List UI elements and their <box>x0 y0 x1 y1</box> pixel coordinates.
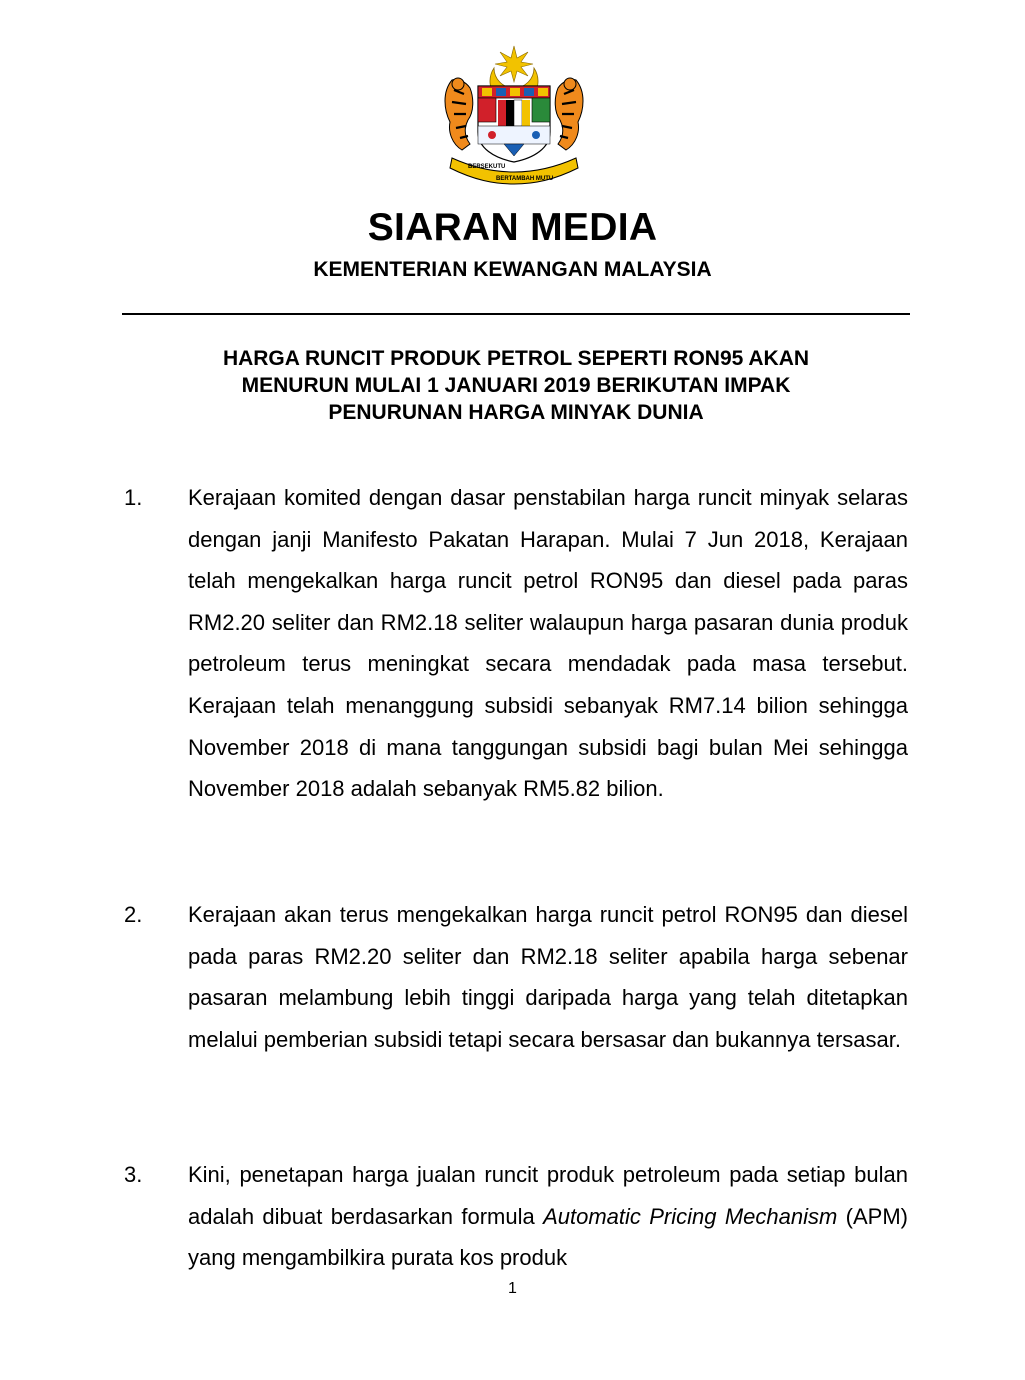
paragraph-text: Kerajaan akan terus mengekalkan harga runcit petrol RON95 dan diesel pada paras RM2.20 seliter dan RM2.18 seliter apabila harga sebenar pasaran melambung lebih tinggi daripada harga yang telah ditetapkan melalui pemberian subsidi tetapi secara bersasar dan bukannya tersasar. <box>188 902 908 1052</box>
paragraph-number: 2. <box>124 902 143 927</box>
coat-of-arms-emblem <box>434 40 594 190</box>
document-title: SIARAN MEDIA <box>367 206 658 249</box>
paragraph-number: 3. <box>124 1162 143 1187</box>
press-release-headline <box>130 345 902 426</box>
crest-motto-right: BERTAMBAH MUTU <box>496 176 554 182</box>
header-divider <box>122 313 910 315</box>
paragraph-number: 1. <box>124 485 143 510</box>
ministry-name: KEMENTERIAN KEWANGAN MALAYSIA <box>313 258 712 281</box>
headline-line: MENURUN MULAI 1 JANUARI 2019 BERIKUTAN IMPAK <box>241 374 791 397</box>
paragraph-text: Kerajaan komited dengan dasar penstabilan harga runcit minyak selaras dengan janji Manifesto Pakatan Harapan. Mulai 7 Jun 2018, Kerajaan telah mengekalkan harga runcit petrol RON95 dan diesel pada paras RM2.20 seliter dan RM2.18 seliter walaupun harga pasaran dunia produk petroleum terus meningkat secara mendadak pada masa tersebut. Kerajaan telah menanggung subsidi sebanyak RM7.14 bilion sehingga November 2018 di mana tanggungan subsidi bagi bulan Mei sehingga November 2018 adalah sebanyak RM5.82 bilion. <box>188 485 908 802</box>
paragraph-text-part: (APM) yang mengambilkira purata kos produk <box>188 1203 908 1271</box>
crest-graphic <box>434 40 594 190</box>
paragraph-text-part: Kini, penetapan harga jualan runcit produk petroleum pada setiap bulan adalah dibuat berdasarkan formula <box>188 1162 908 1229</box>
headline-line: PENURUNAN HARGA MINYAK DUNIA <box>328 401 704 424</box>
paragraph-text-italic: Automatic Pricing Mechanism <box>543 1203 838 1229</box>
crest-motto-left: BERSEKUTU <box>468 164 506 170</box>
headline-line: HARGA RUNCIT PRODUK PETROL SEPERTI RON95 AKAN <box>222 347 810 370</box>
page-number: 1 <box>508 1280 517 1297</box>
paragraph-text <box>188 1154 908 1279</box>
